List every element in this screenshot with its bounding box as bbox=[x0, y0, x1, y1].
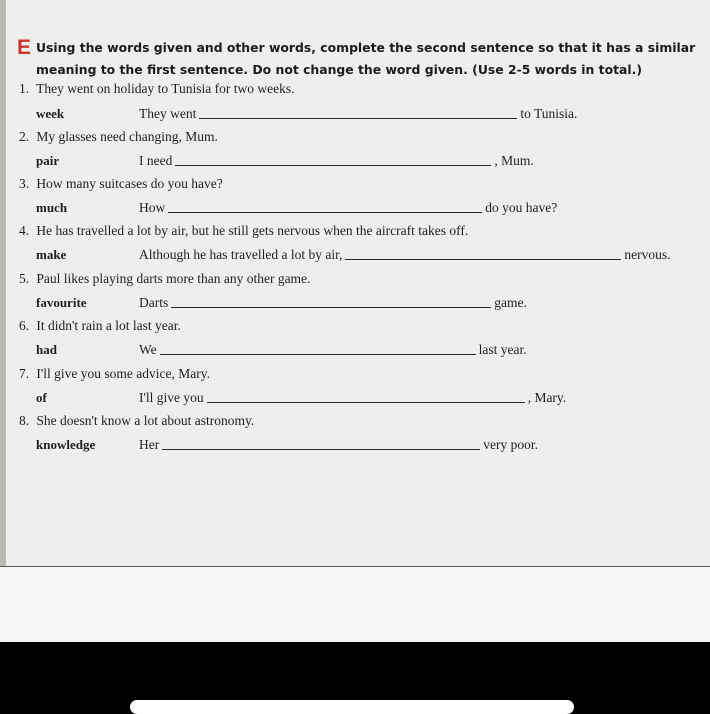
item-answer-row bbox=[139, 200, 557, 216]
item-sentence bbox=[19, 366, 210, 382]
answer-blank[interactable] bbox=[207, 402, 525, 403]
item-prompt: They went on holiday to Tunisia for two weeks. bbox=[36, 81, 295, 96]
item-keyword: had bbox=[36, 342, 57, 357]
page-bottom-edge bbox=[0, 566, 710, 642]
item-answer-row bbox=[139, 390, 566, 406]
answer-blank[interactable] bbox=[171, 307, 491, 308]
item-keyword: much bbox=[36, 200, 68, 215]
answer-blank[interactable] bbox=[168, 212, 482, 213]
item-number: 4. bbox=[19, 223, 30, 238]
answer-blank[interactable] bbox=[162, 449, 480, 450]
item-number: 7. bbox=[19, 366, 30, 381]
instruction-line-1: Using the words given and other words, complete the second sentence so that it has a similar bbox=[36, 40, 696, 55]
item-keyword: of bbox=[36, 390, 47, 405]
item-sentence bbox=[19, 176, 223, 192]
exercise-letter: E bbox=[17, 36, 32, 59]
item-prompt: How many suitcases do you have? bbox=[36, 176, 223, 191]
item-prompt: I'll give you some advice, Mary. bbox=[36, 366, 211, 381]
item-answer-row bbox=[139, 437, 538, 453]
item-prompt: Paul likes playing darts more than any other game. bbox=[36, 271, 311, 286]
answer-blank[interactable] bbox=[160, 354, 476, 355]
answer-end: last year. bbox=[478, 342, 527, 357]
item-answer-row bbox=[139, 295, 527, 311]
answer-end: game. bbox=[494, 295, 527, 310]
item-sentence bbox=[19, 271, 310, 287]
item-prompt: She doesn't know a lot about astronomy. bbox=[36, 413, 255, 428]
item-keyword: knowledge bbox=[36, 437, 96, 452]
answer-start: I need bbox=[139, 153, 173, 168]
answer-start: Her bbox=[139, 437, 160, 452]
item-prompt: He has travelled a lot by air, but he still gets nervous when the aircraft takes off. bbox=[36, 223, 469, 238]
item-number: 8. bbox=[19, 413, 30, 428]
item-answer-row bbox=[139, 342, 527, 358]
item-number: 2. bbox=[19, 129, 30, 144]
answer-end: , Mum. bbox=[494, 153, 534, 168]
item-sentence bbox=[19, 129, 218, 145]
item-answer-row bbox=[139, 247, 671, 263]
answer-end: very poor. bbox=[483, 437, 538, 452]
answer-end: , Mary. bbox=[527, 390, 567, 405]
item-keyword: favourite bbox=[36, 295, 87, 310]
item-answer-row bbox=[139, 106, 577, 122]
item-keyword: pair bbox=[36, 153, 60, 168]
answer-blank[interactable] bbox=[175, 165, 491, 166]
answer-end: to Tunisia. bbox=[520, 106, 578, 121]
answer-start: Darts bbox=[139, 295, 169, 310]
item-number: 1. bbox=[19, 81, 30, 96]
item-number: 6. bbox=[19, 318, 30, 333]
instruction-line-2: meaning to the first sentence. Do not change the word given. (Use 2-5 words in total.) bbox=[36, 62, 643, 77]
answer-end: nervous. bbox=[624, 247, 671, 262]
item-sentence bbox=[19, 318, 181, 334]
answer-end: do you have? bbox=[485, 200, 558, 215]
answer-start: We bbox=[139, 342, 157, 357]
item-answer-row bbox=[139, 153, 534, 169]
item-prompt: My glasses need changing, Mum. bbox=[36, 129, 218, 144]
answer-blank[interactable] bbox=[199, 118, 517, 119]
item-keyword: week bbox=[36, 106, 65, 121]
item-sentence bbox=[19, 413, 254, 429]
answer-start: I'll give you bbox=[139, 390, 204, 405]
answer-start: Although he has travelled a lot by air, bbox=[139, 247, 343, 262]
home-indicator[interactable] bbox=[130, 700, 574, 714]
item-sentence bbox=[19, 81, 295, 97]
answer-start: They went bbox=[139, 106, 197, 121]
item-keyword: make bbox=[36, 247, 67, 262]
item-prompt: It didn't rain a lot last year. bbox=[36, 318, 181, 333]
item-number: 5. bbox=[19, 271, 30, 286]
item-sentence bbox=[19, 223, 468, 239]
answer-start: How bbox=[139, 200, 166, 215]
answer-blank[interactable] bbox=[345, 259, 621, 260]
item-number: 3. bbox=[19, 176, 30, 191]
